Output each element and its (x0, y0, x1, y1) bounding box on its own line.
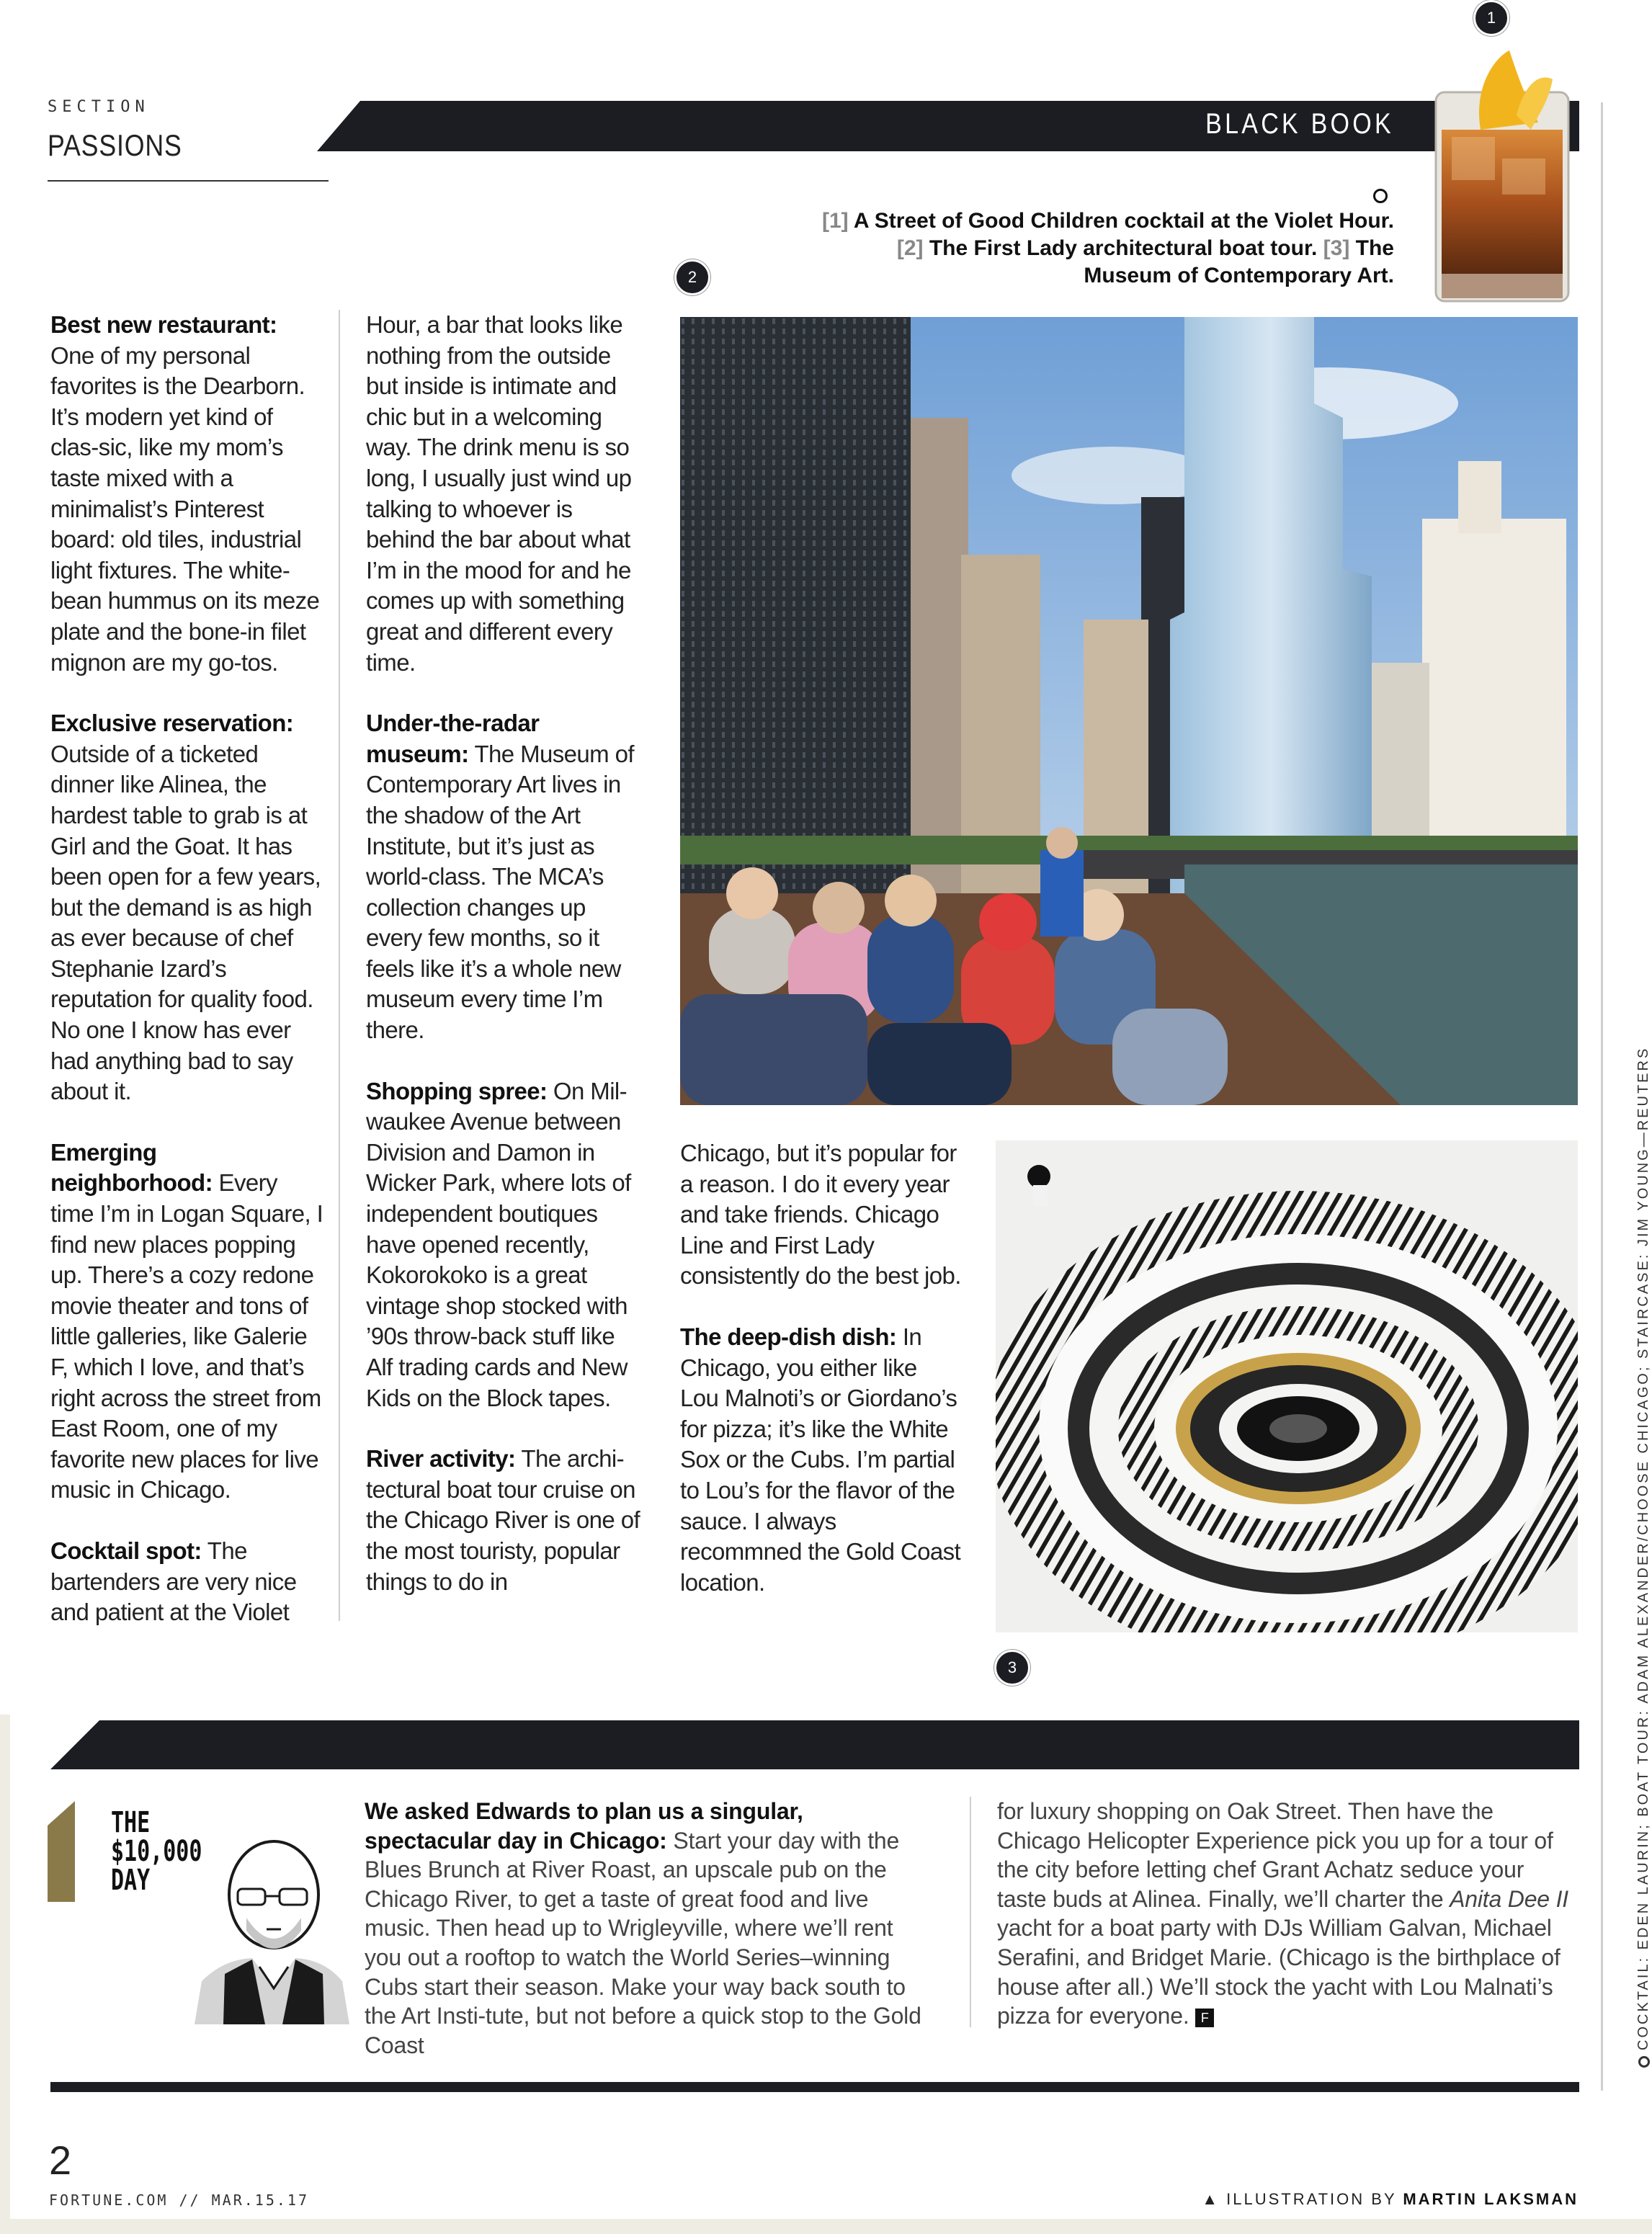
photo-marker-1: 1 (1473, 0, 1509, 36)
ten-k-day-lead: We asked Edwards to plan us a singular, spectacular day in Chicago: (365, 1798, 803, 1854)
subhead: Emerging neighborhood: (50, 1138, 213, 1197)
paragraph-cocktail-continued (366, 310, 640, 678)
title-line-1: THE (111, 1806, 151, 1839)
box-column-divider (970, 1797, 971, 2027)
portrait-illustration (180, 1837, 353, 2024)
page-edge-bottom (0, 2219, 1652, 2234)
paragraph-body: Start your day with the Blues Brunch at River Roast, an upscale pub on the Chicago River, to get a taste of great food and live music. Then head up to Wrigleyville, where we’ll rent you out a rooftop to watch the World Series–winning Cubs start their season. Make your way back south to the Art Insti-tute, but not before a quick stop to the Gold Coast (365, 1827, 921, 2058)
page-edge (0, 1715, 10, 2219)
right-margin-rule (1601, 102, 1603, 2091)
paragraph-body: Hour, a bar that looks like nothing from the outside but inside is intimate and chic but in a welcoming way. The drink menu is so long, I usually just wind up talking to whoever is behind the bar about what I’m in the mood for and he comes up with something great and different every time. (366, 311, 632, 676)
paragraph-body: yacht for a boat party with DJs William Galvan, Michael Serafini, and Bridget Marie. (Chicago is the birthplace of house after all.) We’ll stock the yacht with Lou Malnati’s pizza for everyone. (997, 1915, 1561, 2029)
paragraph-body: In Chicago, you either like Lou Malnoti’s or Giordano’s for pizza; it’s like the White Sox or the Cubs. I’m partial to Lou’s for the flavor of the sauce. I always recommned the Gold Coast location. (680, 1323, 961, 1596)
caption-text-3: The Museum of Contemporary Art. (1084, 236, 1394, 287)
photo-caption (818, 207, 1394, 290)
section-name: PASSIONS (48, 128, 182, 162)
paragraph-body: One of my personal favorites is the Dearborn. It’s modern yet kind of clas-sic, like my mom’s taste mixed with a minimalist’s Pinterest board: old tiles, industrial light fixtures. The white-bean hummus on its meze plate and the bone-in filet mignon are my go-tos. (50, 341, 320, 676)
title-line-2: $10,000 (111, 1835, 202, 1868)
paragraph-body: Every time I’m in Logan Square, I find new places popping up. There’s a cozy redone movie theater and tons of little galleries, like Galerie F, which I love, and that’s right across the street from East Room, one of my favorite new places for live music in Chicago. (50, 1169, 323, 1504)
paragraph-body: Chicago, but it’s popular for a reason. I do it every year and take friends. Chicago Line and First Lady consistently do the best job. (680, 1140, 961, 1290)
ten-k-day-text-left (365, 1797, 934, 2060)
page-number: 2 (49, 2137, 72, 2183)
illustrator-name: MARTIN LAKSMAN (1403, 2190, 1579, 2208)
ten-k-day-bar (50, 1720, 1579, 1769)
footer-site-date: FORTUNE.COM // MAR.15.17 (49, 2191, 309, 2209)
header-underline (48, 180, 329, 182)
photo-credits (1635, 1047, 1652, 2068)
title-line-3: DAY (111, 1864, 151, 1897)
column-divider (339, 310, 340, 1621)
boat-tour-photo (680, 317, 1578, 1105)
subhead: Under-the-radar museum: (366, 710, 540, 767)
subhead: Cocktail spot: (50, 1537, 202, 1564)
caption-num-2: [2] (896, 236, 924, 260)
paragraph-body: On Mil-waukee Avenue between Division and Damon in Wicker Park, where lots of independent boutiques have opened recently, Kokorokoko is a great vintage shop stocked with ’90s throw-back stuff like Alf trading cards and New Kids on the Block tapes. (366, 1077, 631, 1411)
paragraph-river-continued (680, 1138, 961, 1292)
caption-num-1: [1] (821, 209, 849, 233)
department-label: BLACK BOOK (1205, 108, 1394, 140)
paragraph-best-new-restaurant (50, 310, 324, 678)
paragraph-body: for luxury shopping on Oak Street. Then have the Chicago Helicopter Experience pick you up for a tour of the city before letting chef Grant Achatz seduce your taste buds at Alinea. Finally, we’ll charter the (997, 1798, 1553, 1912)
footer-rule (50, 2082, 1579, 2092)
cocktail-photo (1430, 29, 1574, 303)
staircase-photo (996, 1140, 1578, 1632)
subhead: The deep-dish dish: (680, 1323, 897, 1350)
caption-num-3: [3] (1323, 236, 1350, 260)
article-column-1 (50, 310, 324, 1658)
ten-k-day-text-right (997, 1797, 1573, 2031)
end-mark-icon: F (1195, 2009, 1214, 2027)
credit-dot-icon (1638, 2056, 1650, 2068)
caption-text-2: The First Lady architectural boat tour. (929, 236, 1318, 260)
subhead: Exclusive reservation: (50, 710, 294, 737)
gold-accent-tab (48, 1801, 75, 1902)
subhead: Best new restaurant: (50, 311, 277, 338)
article-column-2 (366, 310, 640, 1627)
paragraph-exclusive-reservation (50, 708, 324, 1107)
subhead: Shopping spree: (366, 1077, 548, 1104)
paragraph-under-the-radar-museum (366, 708, 640, 1046)
photo-marker-3: 3 (994, 1650, 1030, 1686)
paragraph-cocktail-spot (50, 1536, 324, 1628)
yacht-name: Anita Dee II (1450, 1885, 1568, 1912)
caption-text-1: A Street of Good Children cocktail at the Violet Hour. (853, 209, 1394, 233)
paragraph-shopping-spree (366, 1076, 640, 1414)
paragraph-body: The archi-tectural boat tour cruise on the Chicago River is one of the most touristy, popular things to do in (366, 1445, 640, 1595)
paragraph-body: The bartenders are very nice and patient at the Violet (50, 1537, 297, 1626)
credits-text: COCKTAIL: EDEN LAURIN; BOAT TOUR: ADAM ALEXANDER/CHOOSE CHICAGO; STAIRCASE: JIM YOUNG—REUTERS (1635, 1046, 1651, 2050)
paragraph-deep-dish (680, 1322, 961, 1598)
paragraph-emerging-neighborhood (50, 1138, 324, 1506)
illustration-credit (1202, 2190, 1579, 2209)
caption-dot (1373, 189, 1388, 203)
paragraph-body: The Museum of Contemporary Art lives in the shadow of the Art Institute, but it’s just as world-class. The MCA’s collection changes up every few months, so it feels like it’s a whole new museum every time I’m there. (366, 740, 634, 1044)
illustration-label: ▲ ILLUSTRATION BY (1202, 2190, 1403, 2208)
photo-marker-2: 2 (674, 259, 710, 295)
subhead: River activity: (366, 1445, 516, 1473)
section-label: SECTION (48, 98, 150, 116)
paragraph-body: Outside of a ticketed dinner like Alinea, the hardest table to grab is at Girl and the Goat. It has been open for a few years, but the demand is as high as ever because of chef Stephanie Izard’s reputation for quality food. No one I know has ever had anything bad to say about it. (50, 740, 321, 1105)
article-column-3 (680, 1138, 961, 1628)
paragraph-river-activity (366, 1444, 640, 1597)
